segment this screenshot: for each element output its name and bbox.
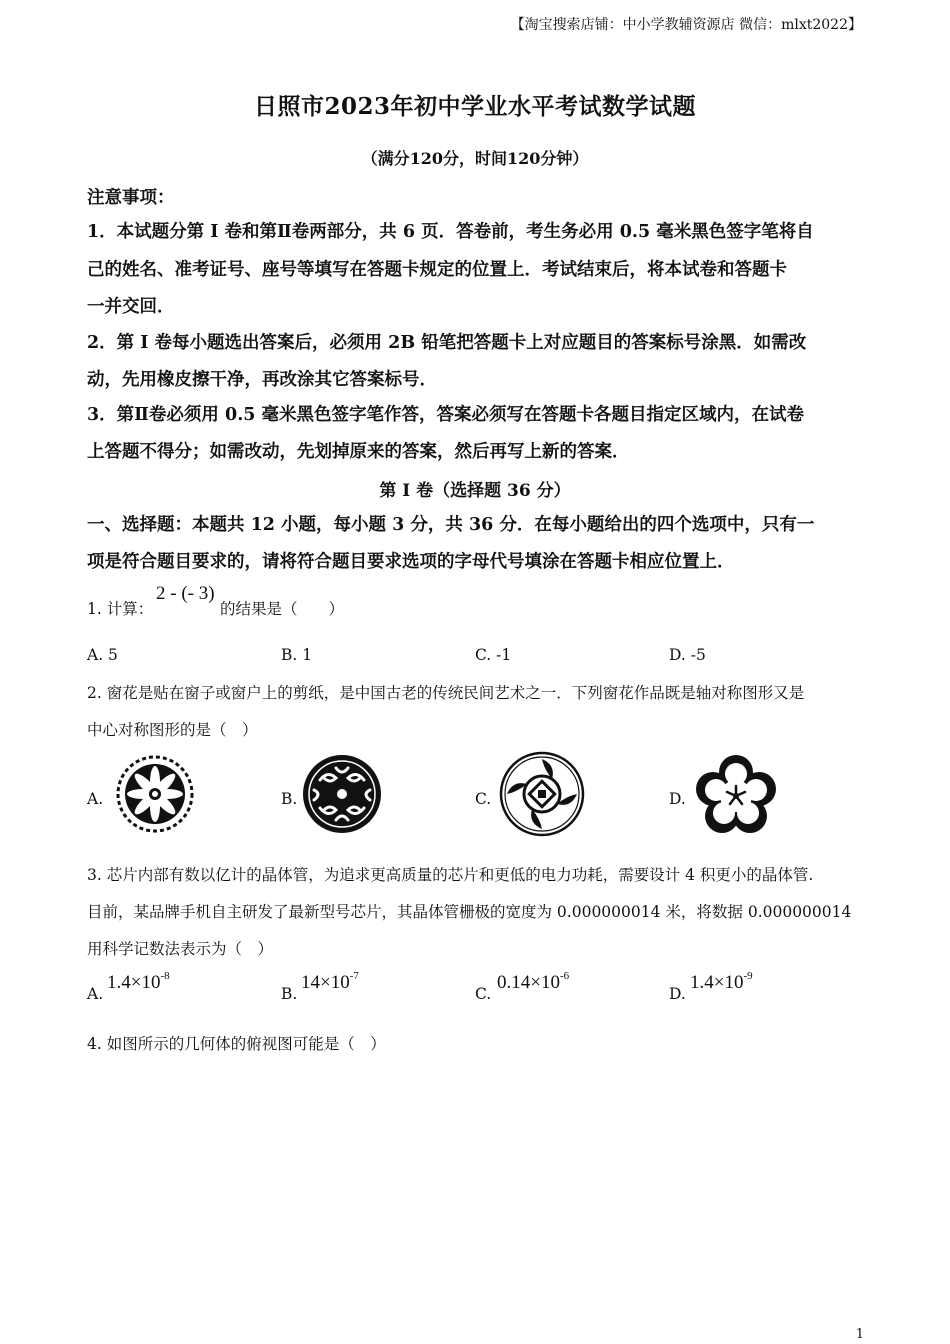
q3-option-d-value: $1.4\times 10^{-9}$ (690, 970, 753, 993)
paper-cut-coin-icon (498, 750, 586, 838)
q4-text: 4. 如图所示的几何体的俯视图可能是（ ） (87, 1035, 386, 1053)
header-note: 【淘宝搜索店铺：中小学教辅资源店 微信：mlxt2022】 (510, 17, 862, 33)
q1-option-d: D. -5 (669, 646, 706, 664)
part1-instruction: 一、选择题：本题共 12 小题，每小题 3 分，共 36 分．在每小题给出的四个选项中，只有一 (87, 515, 815, 535)
q2-line: 2. 窗花是贴在窗子或窗户上的剪纸，是中国古老的传统民间艺术之一．下列窗花作品既是轴对称图形又是 (87, 684, 805, 702)
page-number: 1 (855, 1327, 864, 1342)
q2-option-b-label: B. (281, 790, 298, 808)
section-title: 第 I 卷（选择题 36 分） (379, 481, 571, 501)
q2-option-d-label: D. (669, 790, 686, 808)
q3-line: 3. 芯片内部有数以亿计的晶体管，为追求更高质量的芯片和更低的电力功耗，需要设计 4 积更小的晶体管. (87, 866, 814, 884)
q3-line: 用科学记数法表示为（ ） (87, 940, 274, 958)
page-title: 日照市2023年初中学业水平考试数学试题 (253, 93, 696, 120)
part1-instruction: 项是符合题目要求的，请将符合题目要求选项的字母代号填涂在答题卡相应位置上． (87, 552, 735, 572)
paper-cut-swirl-icon (300, 752, 384, 836)
notice-line: 一并交回． (87, 297, 175, 317)
q3-option-d-label: D. (669, 985, 686, 1003)
notice-line: 3．第Ⅱ卷必须用 0.5 毫米黑色签字笔作答，答案必须写在答题卡各题目指定区域内，在试卷 (87, 405, 805, 425)
q3-option-c-value: $0.14\times 10^{-6}$ (497, 970, 570, 993)
q3-line: 目前，某品牌手机自主研发了最新型号芯片，其晶体管栅极的宽度为 0.000000014 米，将数据 0.000000014 (87, 903, 852, 921)
q1-option-b: B. 1 (281, 646, 313, 664)
q2-option-c-label: C. (475, 790, 492, 808)
paper-cut-plum-blossom-icon (690, 752, 782, 838)
q3-option-c-label: C. (475, 985, 492, 1003)
q2-line: 中心对称图形的是（ ） (87, 721, 258, 739)
notice-line: 1．本试题分第 I 卷和第Ⅱ卷两部分，共 6 页．答卷前，考生务必用 0.5 毫米黑色签字笔将自 (87, 222, 814, 242)
q1-option-c: C. -1 (475, 646, 512, 664)
page-subtitle: （满分120分，时间120分钟） (361, 149, 589, 168)
notice-heading: 注意事项： (87, 188, 175, 208)
q2-option-a-label: A. (87, 790, 104, 808)
q1-option-a: A. 5 (87, 646, 118, 664)
q3-option-b-label: B. (281, 985, 298, 1003)
q1-prefix: 1. 计算： (87, 600, 154, 618)
q3-option-a-label: A. (87, 985, 104, 1003)
notice-line: 2．第 I 卷每小题选出答案后，必须用 2B 铅笔把答题卡上对应题目的答案标号涂黑．如需改 (87, 333, 807, 353)
notice-line: 己的姓名、准考证号、座号等填写在答题卡规定的位置上．考试结束后，将本试卷和答题卡 (87, 260, 787, 280)
notice-line: 动，先用橡皮擦干净，再改涂其它答案标号． (87, 370, 437, 390)
q1-expression: 2 - (- 3) (156, 583, 215, 604)
notice-line: 上答题不得分；如需改动，先划掉原来的答案，然后再写上新的答案． (87, 442, 630, 462)
q3-option-a-value: $1.4\times 10^{-8}$ (107, 970, 170, 993)
q3-option-b-value: $14\times 10^{-7}$ (301, 970, 359, 993)
q1-suffix: 的结果是（ ） (220, 600, 345, 618)
paper-cut-flower-icon (115, 752, 195, 836)
